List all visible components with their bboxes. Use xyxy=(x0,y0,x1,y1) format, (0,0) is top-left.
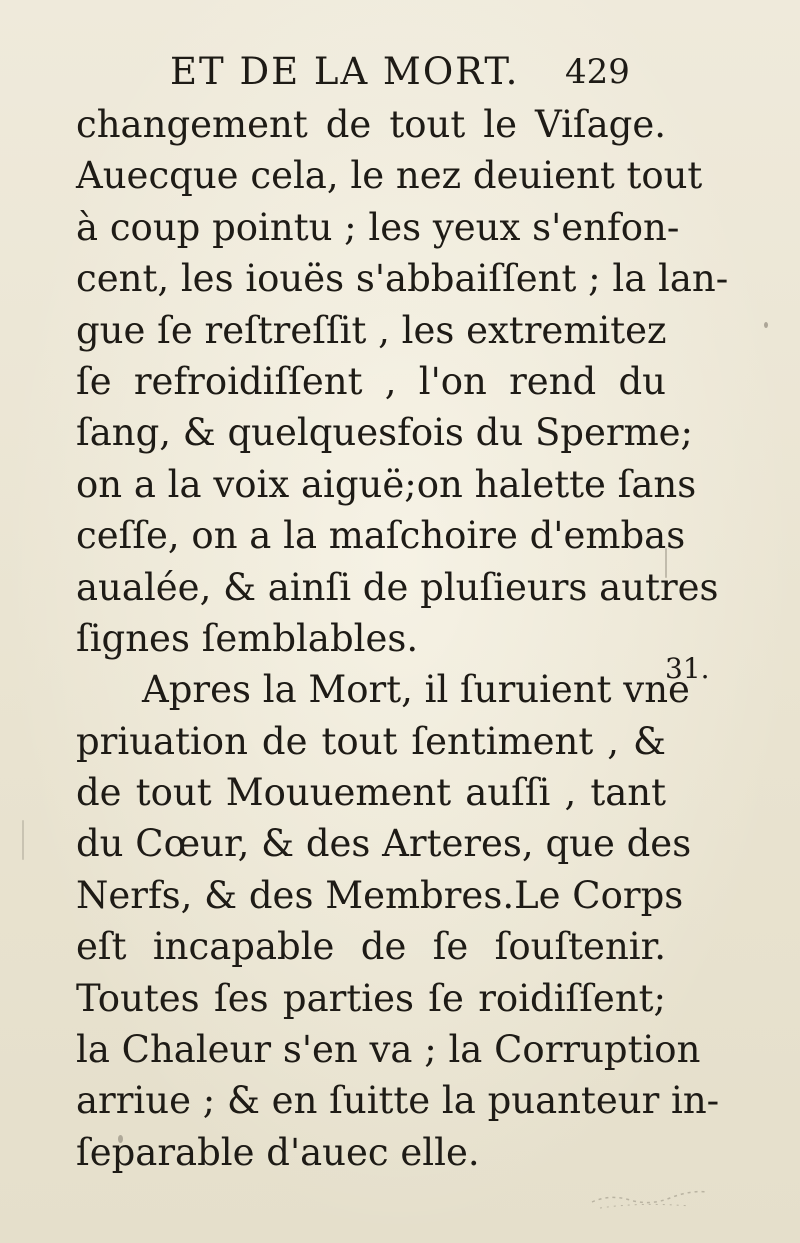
paper-speck xyxy=(764,322,768,328)
text-line: de tout Mouuement auſſi , tant xyxy=(76,771,666,815)
paper-speck xyxy=(118,1135,123,1143)
text-line: changement de tout le Viſage. xyxy=(76,103,666,146)
text-line: ſeparable d'auec elle. xyxy=(76,1130,480,1174)
running-title: ET DE LA MORT. xyxy=(170,50,520,93)
text-line: arriue ; & en ſuitte la puanteur in- xyxy=(76,1079,720,1123)
text-line: aualée, & ainſi de pluſieurs autres xyxy=(76,565,719,609)
ink-bleed-mark xyxy=(590,1182,710,1210)
text-line: la Chaleur s'en va ; la Corruption xyxy=(76,1028,701,1072)
page-number: 429 xyxy=(565,52,630,92)
text-line: eſt incapable de ſe ſouſtenir. xyxy=(76,925,666,969)
text-line: Nerfs, & des Membres.Le Corps xyxy=(76,873,684,917)
text-line: Auecque cela, le nez deuient tout xyxy=(76,154,703,198)
text-line: ſignes ſemblables. xyxy=(76,616,419,660)
running-head xyxy=(170,46,660,106)
text-line: Toutes ſes parties ſe roidiſſent; xyxy=(76,976,666,1020)
text-line: on a la voix aiguë;on halette ſans xyxy=(76,462,697,506)
text-line: du Cœur, & des Arteres, que des xyxy=(76,822,692,866)
text-line: à coup pointu ; les yeux s'enfon- xyxy=(76,205,680,249)
text-line: gue ſe reſtreſſit , les extremitez xyxy=(76,308,667,352)
text-line: ſang, & quelquesfois du Sperme; xyxy=(76,411,694,455)
text-line: cent, les iouës s'abbaiſſent ; la lan- xyxy=(76,257,729,301)
text-line: priuation de tout ſentiment , & xyxy=(76,719,666,763)
paper-speck xyxy=(665,548,667,578)
text-line: ſe refroidiſſent , l'on rend du xyxy=(76,359,666,403)
text-line: ceſſe, on a la maſchoire d'embas xyxy=(76,514,686,558)
paragraph-first-line: Apres la Mort, il ſuruient vne xyxy=(142,668,690,712)
margin-note: 31. xyxy=(665,652,710,685)
paper-speck xyxy=(22,820,24,860)
